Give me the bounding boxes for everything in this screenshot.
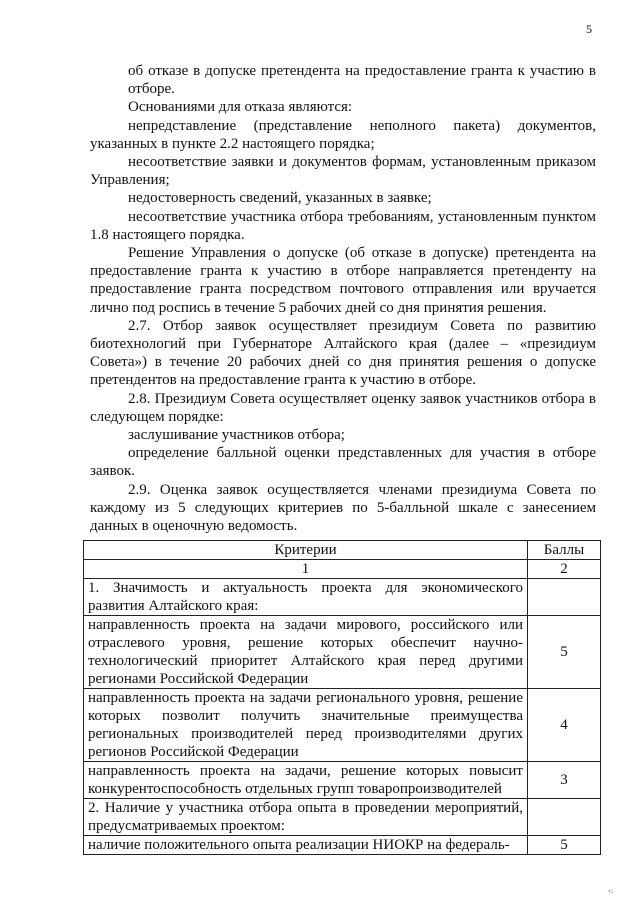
criteria-cell: 2. Наличие у участника отбора опыта в проведении мероприятий, предусматриваемых проектом: (84, 799, 528, 836)
document-body (90, 62, 596, 535)
header-criteria: Критерии (84, 541, 528, 560)
table-row (84, 616, 601, 689)
score-cell: 4 (528, 689, 601, 762)
score-cell (528, 799, 601, 836)
column-number-score: 2 (528, 560, 601, 579)
column-number-criteria: 1 (84, 560, 528, 579)
paragraph: 2.8. Президиум Совета осуществляет оценку заявок участников отбора в следующем порядке: (90, 390, 596, 425)
criteria-cell: направленность проекта на задачи мирового, российского или отраслевого уровня, решение которых обеспечит научно-технологический приоритет Алтайского края перед другими регионами Российской Федерации (84, 616, 528, 689)
score-cell (528, 579, 601, 616)
page-number: 5 (586, 22, 592, 36)
table-row (84, 579, 601, 616)
table-header-row (84, 541, 601, 560)
paragraph: непредставление (представление неполного пакета) документов, указанных в пункте 2.2 настоящего порядка; (90, 117, 596, 152)
table-column-number-row (84, 560, 601, 579)
criteria-cell: наличие положительного опыта реализации НИОКР на федераль- (84, 836, 528, 855)
paragraph: 2.7. Отбор заявок осуществляет президиум Совета по развитию биотехнологий при Губернаторе Алтайского края (далее – «президиум Совета») в течение 20 рабочих дней со дня принятия решения о допуске претендентов на предоставление гранта к участию в отборе. (90, 317, 596, 389)
paragraph: Решение Управления о допуске (об отказе в допуске) претендента на предоставление гранта к участию в отборе направляется претенденту на предоставление гранта посредством почтового отправления или вручается лично под роспись в течение 5 рабочих дней со дня принятия решения. (90, 245, 596, 316)
paragraph: несоответствие заявки и документов формам, установленным приказом Управления; (90, 154, 596, 189)
paragraph: об отказе в допуске претендента на предоставление гранта к участию в отборе. (128, 63, 596, 98)
paragraph: несоответствие участника отбора требованиям, установленным пунктом 1.8 настоящего порядка. (90, 208, 596, 243)
paragraph: заслушивание участников отбора; (128, 427, 345, 444)
criteria-table (83, 540, 601, 855)
paragraph: Основаниями для отказа являются: (128, 99, 353, 116)
header-score: Баллы (528, 541, 601, 560)
criteria-cell: направленность проекта на задачи регионального уровня, решение которых позволит получить значительные преимущества региональных производителей перед производителями других регионов Российской Федерации (84, 689, 528, 762)
scan-specks: ꞏ꞉ (608, 886, 614, 896)
score-cell: 5 (528, 836, 601, 855)
table-row (84, 689, 601, 762)
table-row (84, 762, 601, 799)
paragraph: 2.9. Оценка заявок осуществляется членами президиума Совета по каждому из 5 следующих критериев по 5-балльной шкале с занесением данных в оценочную ведомость. (90, 481, 596, 535)
paragraph: определение балльной оценки представленных для участия в отборе заявок. (90, 445, 596, 480)
table-row (84, 799, 601, 836)
score-cell: 3 (528, 762, 601, 799)
paragraph: недостоверность сведений, указанных в заявке; (128, 190, 432, 207)
score-cell: 5 (528, 616, 601, 689)
criteria-cell: направленность проекта на задачи, решение которых повысит конкурентоспособность отдельных групп товаропроизводителей (84, 762, 528, 799)
table-row (84, 836, 601, 855)
criteria-cell: 1. Значимость и актуальность проекта для экономического развития Алтайского края: (84, 579, 528, 616)
